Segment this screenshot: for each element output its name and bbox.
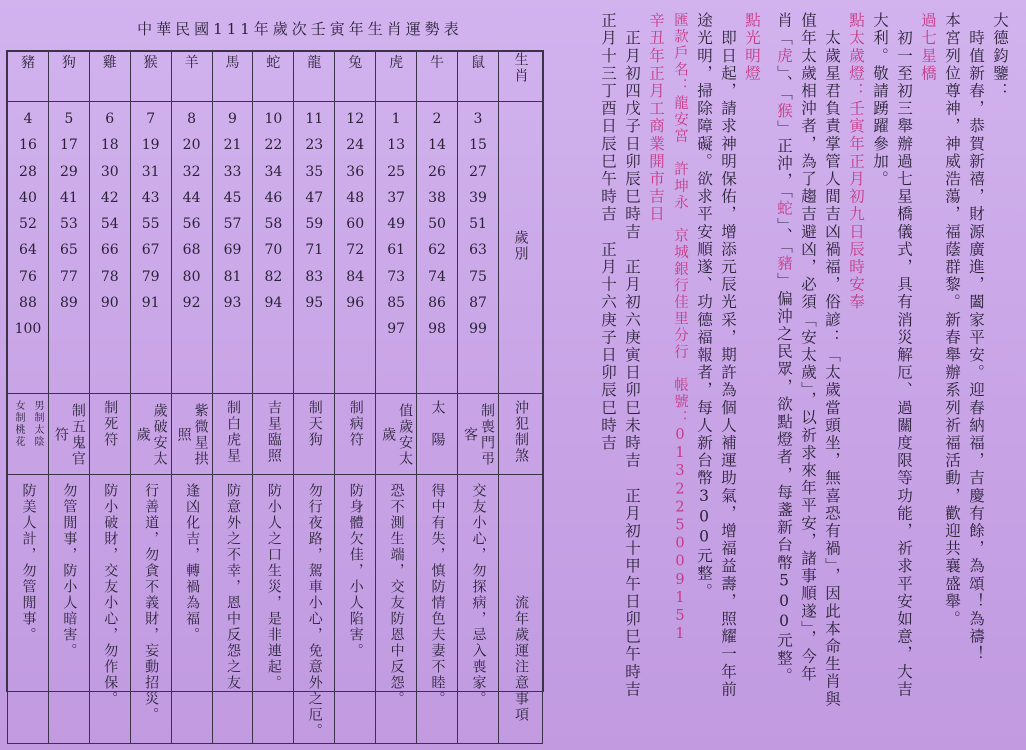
age-value: 26: [428, 163, 446, 180]
note-text: 防小破財，交友小心，勿作保。: [102, 483, 119, 707]
remittance-info: [668, 12, 692, 737]
age-value: 27: [469, 163, 487, 180]
zodiac-header-cell: 龍: [294, 52, 335, 102]
note-text: 防美人計，勿管閒事。: [20, 483, 37, 643]
age-value: 60: [346, 216, 365, 233]
age-value: 49: [387, 216, 406, 233]
age-value: 15: [469, 137, 487, 154]
age-value: 55: [141, 216, 160, 233]
age-value: 67: [141, 242, 160, 259]
sha-cell: [457, 394, 498, 475]
notice-line-2: 本宮列位尊神，神威浩蕩，福蔭群黎。新春舉辦系列祈福活動，歡迎共襄盛舉。: [943, 12, 961, 628]
highlight-tiger: 虎: [775, 47, 793, 65]
sha-male: 男制太陰: [31, 400, 43, 448]
greeting: 大德鈞鑒：: [991, 12, 1009, 100]
age-value: 88: [19, 295, 37, 312]
age-value: 73: [387, 268, 406, 285]
sha-cell: [417, 394, 458, 475]
sha-cell: [8, 394, 49, 475]
age-value: 76: [19, 268, 37, 285]
sha-cell: [253, 394, 294, 475]
age-value: 56: [182, 216, 201, 233]
sha-text: 太 陽: [429, 400, 446, 448]
age-value: 65: [59, 242, 78, 259]
notice-line-3: 初一至初三舉辦過七星橋儀式，具有消災解厄、過關度限等功能，祈求平安如意，大吉: [895, 12, 913, 699]
account-name: 匯款戶名：龍安宮 許坤永: [672, 12, 688, 212]
age-value: 92: [182, 295, 201, 312]
zodiac-header-cell: 牛: [417, 52, 458, 102]
sha-text: 制死符: [102, 400, 119, 448]
age-value: 19: [141, 137, 160, 154]
zodiac-table: [6, 50, 544, 739]
note-text: 防身體欠佳，小人陷害。: [347, 483, 364, 659]
age-value: [131, 316, 171, 342]
age-value: 90: [100, 295, 119, 312]
age-cell: [294, 102, 335, 394]
age-value: 78: [100, 268, 119, 285]
age-value: 28: [19, 163, 37, 180]
section-heading-seven-star-bridge: 過七星橋: [919, 12, 937, 83]
note-cell: [253, 475, 294, 744]
age-cell: [253, 102, 294, 394]
age-value: 80: [182, 268, 201, 285]
section-heading-auspicious-days: 辛丑年正月工商業開市吉日: [647, 12, 665, 224]
age-value: 37: [387, 189, 406, 206]
age-value: 13: [387, 137, 406, 154]
age-cell: [89, 102, 130, 394]
age-value: 22: [264, 137, 283, 154]
zodiac-header-cell: 狗: [48, 52, 89, 102]
age-value: 3: [473, 111, 483, 127]
age-value: 47: [305, 189, 324, 206]
age-value: 2: [432, 111, 442, 127]
zodiac-header-cell: 羊: [171, 52, 212, 102]
age-value: 21: [223, 137, 242, 154]
sha-text: 吉星臨照: [265, 400, 282, 464]
age-value: 45: [223, 189, 242, 206]
age-value: 64: [19, 242, 37, 259]
note-text: 得中有失，慎防情色夫妻不睦。: [429, 483, 446, 707]
age-value: 14: [428, 137, 446, 154]
age-value: 62: [428, 242, 446, 259]
age-value: [49, 316, 89, 342]
zodiac-header-cell: 雞: [89, 52, 130, 102]
taisui-heading-label: 點太歲燈：: [847, 12, 865, 100]
age-value: 63: [469, 242, 487, 259]
highlight-pig: 豬: [775, 254, 793, 273]
age-cell: [335, 102, 376, 394]
zodiac-header-cell: 鼠: [457, 52, 498, 102]
age-value: [90, 316, 130, 342]
age-value: 29: [59, 163, 78, 180]
sha-female: 女制桃花: [12, 400, 24, 448]
age-value: 94: [264, 295, 283, 312]
text-fragment: 」、「: [775, 217, 793, 255]
note-cell: [457, 475, 498, 744]
note-text: 交友小心，勿探病，忌入喪家。: [470, 483, 487, 707]
note-cell: [335, 475, 376, 744]
age-value: 35: [305, 163, 324, 180]
age-cell: [48, 102, 89, 394]
note-cell: [376, 475, 417, 744]
age-value: 82: [264, 268, 283, 285]
notice-line-4: 大利。敬請踴躍參加。: [871, 12, 889, 188]
age-cell: [212, 102, 253, 394]
age-value: 24: [346, 137, 365, 154]
age-value: 53: [59, 216, 78, 233]
note-cell: [89, 475, 130, 744]
note-cell: [130, 475, 171, 744]
sha-cell: [212, 394, 253, 475]
age-value: 87: [469, 295, 487, 312]
age-value: 5: [64, 111, 74, 127]
sha-cell: [335, 394, 376, 475]
sha-text: 紫微星拱照: [175, 403, 209, 467]
age-value: 91: [141, 295, 160, 312]
age-value: 11: [305, 111, 324, 127]
age-value: 86: [428, 295, 446, 312]
age-value: 89: [59, 295, 78, 312]
section-heading-bright-lamp: 點光明燈: [743, 12, 761, 83]
age-cell: [376, 102, 417, 394]
age-value: 77: [59, 268, 78, 285]
zodiac-grid: [7, 51, 543, 744]
age-value: 84: [346, 268, 365, 285]
age-value: 44: [182, 189, 201, 206]
zodiac-header-cell: 馬: [212, 52, 253, 102]
age-value: 61: [387, 242, 406, 259]
zodiac-header-cell: 兔: [335, 52, 376, 102]
highlight-snake: 蛇: [775, 199, 793, 218]
age-value: 39: [469, 189, 487, 206]
sha-cell: [294, 394, 335, 475]
age-value: 48: [346, 189, 365, 206]
label-notes: [499, 475, 543, 744]
age-value: 8: [187, 111, 197, 127]
sha-cell: [130, 394, 171, 475]
label-age: [499, 102, 543, 394]
label-sha: [499, 394, 543, 475]
note-text: 勿行夜路，駕車小心，免意外之厄。: [306, 483, 323, 739]
age-value: [172, 316, 212, 342]
age-value: 75: [469, 268, 487, 285]
notice-line-1: 時值新春，恭賀新禧，財源廣進，闔家平安。迎春納福，吉慶有餘，為頌！為禱！: [967, 12, 985, 664]
text-fragment: 肖「: [775, 12, 793, 48]
label-zodiac: [499, 52, 543, 102]
zodiac-header-cell: 虎: [376, 52, 417, 102]
age-value: 1: [391, 111, 401, 127]
age-value: 74: [428, 268, 446, 285]
sha-text: 制天狗: [306, 400, 323, 448]
age-value: 97: [387, 321, 406, 338]
age-value: 100: [14, 321, 42, 338]
age-value: 46: [264, 189, 283, 206]
age-value: 69: [223, 242, 242, 259]
note-cell: [294, 475, 335, 744]
label-zodiac-text: 生肖: [512, 52, 529, 84]
page-title: 中華民國111年歲次壬寅年生肖運勢表: [137, 20, 463, 38]
notice-line-5: 太歲星君負責掌管人間吉凶禍福，俗諺：「太歲當頭坐，無喜恐有禍」，因此本命生肖與: [823, 12, 841, 709]
age-cell: [417, 102, 458, 394]
notice-text: [596, 12, 1012, 737]
age-value: 79: [141, 268, 160, 285]
age-value: 59: [305, 216, 324, 233]
age-value: 70: [264, 242, 283, 259]
notice-line-7: [772, 12, 796, 737]
sha-cell: [171, 394, 212, 475]
zodiac-header-cell: 豬: [8, 52, 49, 102]
notice-line-6: 值年太歲相沖者，為了趨吉避凶，必須「安太歲」，以祈求來年平安，諸事順遂」，今年: [799, 12, 817, 683]
age-value: [253, 316, 293, 342]
sha-cell: [89, 394, 130, 475]
sha-text: 制白虎星: [224, 400, 241, 464]
age-value: 18: [100, 137, 119, 154]
age-value: 95: [305, 295, 324, 312]
age-cell: [8, 102, 49, 394]
age-value: 58: [264, 216, 283, 233]
auspicious-days-line-1: 正月初四戊子日卯辰巳時吉 正月初六庚寅日卯巳未時吉 正月初十甲午日卯巳午時吉: [623, 12, 641, 699]
age-value: 43: [141, 189, 160, 206]
note-cell: [8, 475, 49, 744]
label-notes-text: 流年歲運注意事項: [513, 595, 529, 723]
sha-text: 制病符: [347, 400, 364, 448]
age-value: 17: [59, 137, 78, 154]
age-cell: [171, 102, 212, 394]
age-value: [294, 316, 334, 342]
age-value: 34: [264, 163, 283, 180]
age-value: 20: [182, 137, 201, 154]
note-cell: [171, 475, 212, 744]
age-value: 96: [346, 295, 365, 312]
age-value: [213, 316, 253, 342]
age-value: 12: [346, 111, 365, 127]
age-value: 42: [100, 189, 119, 206]
text-fragment: 」偏沖之民眾，欲點燈者，每盞新台幣500元整。: [775, 272, 793, 685]
age-value: 85: [387, 295, 406, 312]
taisui-heading-date: 壬寅年正月初九日辰時安奉: [847, 100, 865, 312]
sha-text: 制喪門弔客: [461, 403, 495, 467]
note-cell: [212, 475, 253, 744]
note-cell: [417, 475, 458, 744]
note-text: 勿管閒事，防小人暗害。: [61, 483, 78, 659]
zodiac-header-cell: 蛇: [253, 52, 294, 102]
age-value: 98: [428, 321, 446, 338]
age-value: 52: [19, 216, 37, 233]
note-text: 恐不測生端，交友防恩中反怨。: [388, 483, 405, 707]
note-text: 行善道，勿貪不義財，妄動招災。: [143, 483, 160, 723]
age-value: 41: [59, 189, 78, 206]
sha-text: 歲破安太歲: [134, 403, 168, 467]
age-value: 6: [105, 111, 115, 127]
age-value: 57: [223, 216, 242, 233]
age-value: 40: [19, 189, 37, 206]
note-text: 防小人之口生災，是非連起。: [265, 483, 282, 691]
age-value: 30: [100, 163, 119, 180]
age-value: 16: [19, 137, 37, 154]
sha-pair: [8, 400, 48, 448]
age-value: 68: [182, 242, 201, 259]
sha-text: 值歲安太歲: [380, 403, 414, 467]
age-value: 83: [305, 268, 324, 285]
sha-text: 制五鬼官符: [52, 403, 86, 467]
age-cell: [130, 102, 171, 394]
note-text: 逢凶化吉，轉禍為福。: [184, 483, 201, 643]
age-value: 23: [305, 137, 324, 154]
label-sha-text: 沖犯制煞: [513, 400, 529, 464]
age-value: [335, 316, 375, 342]
note-text: 防意外之不幸，恩中反怨之友: [224, 483, 241, 691]
age-value: 51: [469, 216, 487, 233]
text-fragment: 」、「: [775, 64, 793, 103]
age-value: 38: [428, 189, 446, 206]
age-value: 9: [228, 111, 237, 127]
age-value: 99: [469, 321, 487, 338]
age-value: 54: [100, 216, 119, 233]
age-value: 7: [146, 111, 156, 127]
age-value: 4: [23, 111, 33, 127]
age-value: 10: [264, 111, 283, 127]
age-value: 33: [223, 163, 242, 180]
age-value: 66: [100, 242, 119, 259]
age-value: 81: [223, 268, 242, 285]
note-cell: [48, 475, 89, 744]
sha-cell: [376, 394, 417, 475]
age-value: 31: [141, 163, 160, 180]
age-value: 25: [387, 163, 406, 180]
age-value: 93: [223, 295, 242, 312]
age-value: 50: [428, 216, 446, 233]
age-value: 32: [182, 163, 201, 180]
label-age-text: 歲別: [512, 229, 529, 262]
age-cell: [457, 102, 498, 394]
text-fragment: 」正沖，「: [775, 119, 793, 200]
bank-account: 京城銀行佳里分行 帳號：013225009151: [672, 211, 688, 645]
highlight-monkey: 猴: [775, 102, 793, 120]
age-value: 72: [346, 242, 365, 259]
auspicious-days-line-2: 正月十三丁酉日辰巳午時吉 正月十六庚子日卯辰巳時吉: [599, 12, 617, 452]
notice-line-8: 即日起，請求神明保佑，增添元辰光采，期許為個人補運助氣，增福益壽，照耀一年前: [719, 12, 737, 699]
age-value: 71: [305, 242, 324, 259]
sha-cell: [48, 394, 89, 475]
zodiac-header-cell: 猴: [130, 52, 171, 102]
notice-line-9: 途光明，掃除障礙。欲求平安順遂、功德福報者，每人新台幣300元整。: [695, 12, 713, 601]
age-value: 36: [346, 163, 365, 180]
section-heading-taisui-lamp: [844, 12, 868, 737]
